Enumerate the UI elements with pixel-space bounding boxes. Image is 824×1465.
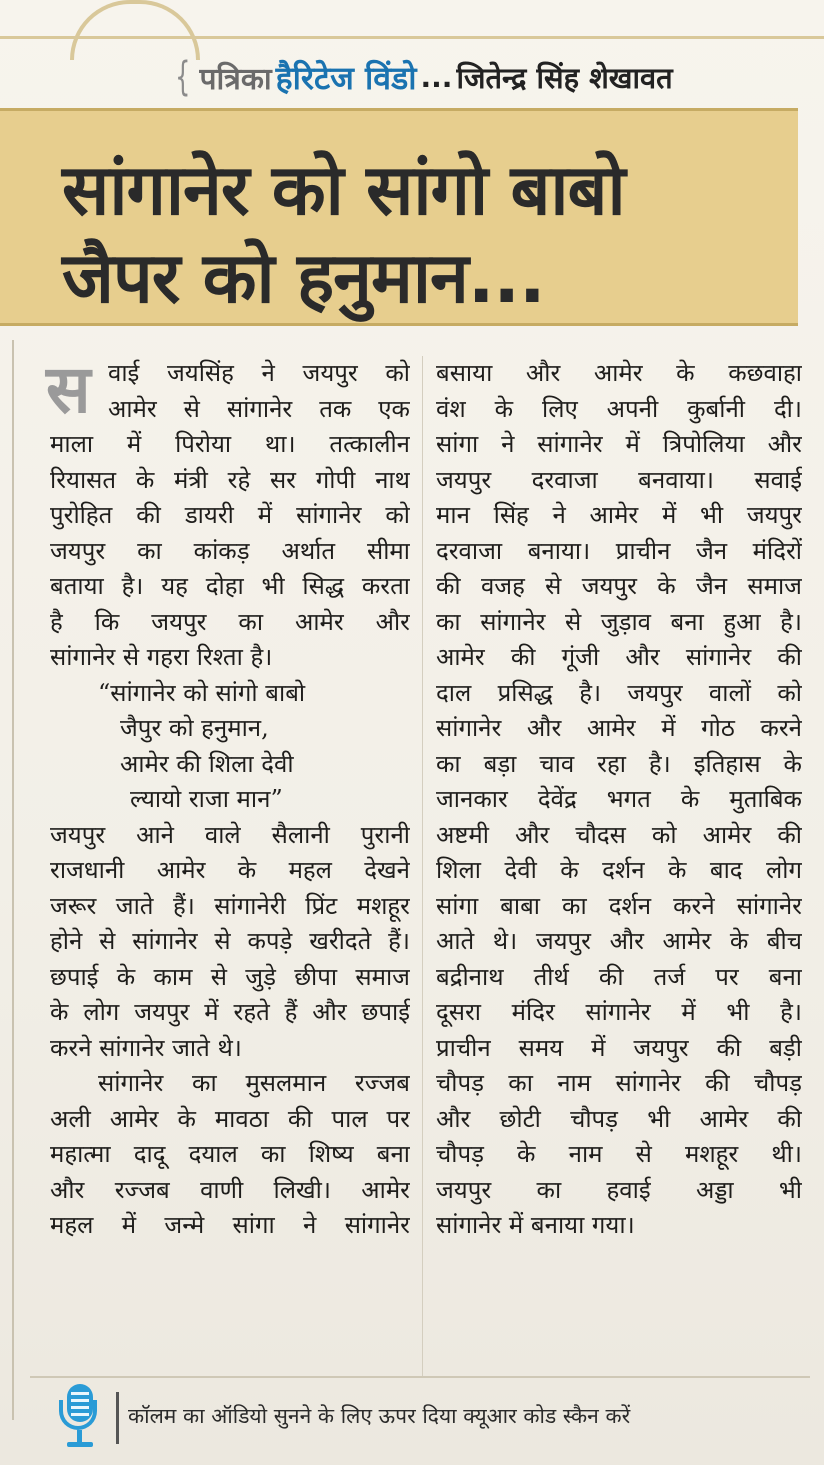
kicker-author: जितेन्द्र सिंह शेखावत xyxy=(456,60,673,95)
column-divider xyxy=(422,356,423,1376)
article-column-right xyxy=(436,356,802,1244)
text-line: दाल प्रसिद्ध है। जयपुर वालों को xyxy=(436,678,802,707)
footer-divider xyxy=(116,1392,119,1444)
text-line: अष्टमी और चौदस को आमेर की xyxy=(436,820,802,849)
text-line: आते थे। जयपुर और आमेर के बीच xyxy=(436,927,802,955)
text-line: की वजह से जयपुर के जैन समाज xyxy=(436,572,802,600)
kicker-brand: पत्रिका xyxy=(199,61,272,97)
text-line: सांगा ने सांगानेर में त्रिपोलिया और xyxy=(436,430,802,458)
text-line: रियासत के मंत्री रहे सर गोपी नाथ xyxy=(50,465,410,494)
ornamental-border xyxy=(0,0,824,60)
text-line: महल में जन्मे सांगा ने सांगानेर xyxy=(50,1211,410,1239)
text-line: वाई जयसिंह ने जयपुर को xyxy=(108,359,410,387)
text-line: जयपुर का हवाई अड्डा भी xyxy=(436,1175,802,1204)
text-line: और रज्जब वाणी लिखी। आमेर xyxy=(50,1175,410,1204)
dropcap-lines xyxy=(108,356,410,427)
text-line: प्राचीन समय में जयपुर की बड़ी xyxy=(436,1033,802,1062)
text-line: जरूर जाते हैं। सांगानेरी प्रिंट मशहूर xyxy=(50,891,410,920)
text-line: करने सांगानेर जाते थे। xyxy=(50,1033,242,1062)
text-line: सांगानेर से गहरा रिश्ता है। xyxy=(50,643,273,671)
text-line: राजधानी आमेर के महल देखने xyxy=(50,856,410,884)
kicker-series: हैरिटेज विंडो xyxy=(275,58,417,97)
left-margin-rule xyxy=(12,340,14,1420)
text-line: आमेर से सांगानेर तक एक xyxy=(108,394,410,423)
kicker-ellipsis: ... xyxy=(420,60,453,94)
text-line: दरवाजा बनाया। प्राचीन जैन मंदिरों xyxy=(436,536,802,565)
text-line: बसाया और आमेर के कछवाहा xyxy=(436,359,802,387)
couplet-line: जैपुर को हनुमान, xyxy=(120,714,269,742)
text-line: के लोग जयपुर में रहते हैं और छपाई xyxy=(50,998,410,1026)
bracket-ornament-icon: { xyxy=(175,54,191,100)
headline-line-1: सांगानेर को सांगो बाबो xyxy=(62,149,625,231)
text-line: बताया है। यह दोहा भी सिद्ध करता xyxy=(50,572,410,600)
text-line: जयपुर आने वाले सैलानी पुरानी xyxy=(50,820,410,849)
text-line: चौपड़ के नाम से मशहूर थी। xyxy=(436,1140,802,1168)
text-line: महात्मा दादू दयाल का शिष्य बना xyxy=(50,1140,410,1168)
text-line: सांगा बाबा का दर्शन करने सांगानेर xyxy=(436,891,802,920)
couplet-line: ल्यायो राजा मान” xyxy=(130,785,283,813)
text-line: है कि जयपुर का आमेर और xyxy=(50,607,410,636)
text-line: और छोटी चौपड़ भी आमेर की xyxy=(436,1104,802,1133)
text-line: मान सिंह ने आमेर में भी जयपुर xyxy=(436,501,802,529)
text-line: होने से सांगानेर से कपड़े खरीदते हैं। xyxy=(50,927,410,955)
text-line: अली आमेर के मावठा की पाल पर xyxy=(50,1104,410,1133)
text-line: जानकार देवेंद्र भगत के मुताबिक xyxy=(436,785,802,813)
text-line: का सांगानेर से जुड़ाव बना हुआ है। xyxy=(436,607,802,636)
mic-arc xyxy=(59,1400,97,1430)
ornament-arch xyxy=(70,0,200,60)
text-line: दूसरा मंदिर सांगानेर में भी है। xyxy=(436,998,802,1026)
mic-grille xyxy=(71,1392,89,1395)
text-line: का बड़ा चाव रहा है। इतिहास के xyxy=(436,749,802,778)
text-line: जयपुर का कांकड़ अर्थात सीमा xyxy=(50,536,410,565)
dropcap-letter: स xyxy=(46,351,91,428)
headline-line-2: जैपर को हनुमान... xyxy=(62,237,545,319)
text-line: सांगानेर और आमेर में गोठ करने xyxy=(436,714,802,742)
text-line: शिला देवी के दर्शन के बाद लोग xyxy=(436,856,802,884)
microphone-icon xyxy=(55,1382,105,1452)
article-column-left xyxy=(46,351,410,1244)
couplet-line: “सांगानेर को सांगो बाबो xyxy=(98,678,306,707)
text-line: बद्रीनाथ तीर्थ की तर्ज पर बना xyxy=(436,962,802,991)
text-line: वंश के लिए अपनी कुर्बानी दी। xyxy=(436,394,802,423)
footer-rule xyxy=(30,1376,810,1378)
audio-note: कॉलम का ऑडियो सुनने के लिए ऊपर दिया क्यूआर कोड स्कैन करें xyxy=(128,1404,631,1428)
headline-box xyxy=(0,108,798,326)
couplet-line: आमेर की शिला देवी xyxy=(120,749,294,778)
text-line: माला में पिरोया था। तत्कालीन xyxy=(50,430,410,458)
text-line: सांगानेर में बनाया गया। xyxy=(436,1211,635,1239)
mic-base xyxy=(67,1442,93,1447)
text-line: छपाई के काम से जुड़े छीपा समाज xyxy=(50,962,410,991)
text-line: चौपड़ का नाम सांगानेर की चौपड़ xyxy=(436,1069,802,1097)
column-kicker xyxy=(170,52,673,102)
dropcap-paragraph xyxy=(46,351,410,428)
text-line: जयपुर दरवाजा बनवाया। सवाई xyxy=(436,465,802,494)
text-line: सांगानेर का मुसलमान रज्जब xyxy=(98,1069,410,1097)
text-line: आमेर की गूंजी और सांगानेर की xyxy=(436,643,802,671)
ornament-line xyxy=(0,36,824,39)
text-line: पुरोहित की डायरी में सांगानेर को xyxy=(50,501,410,529)
